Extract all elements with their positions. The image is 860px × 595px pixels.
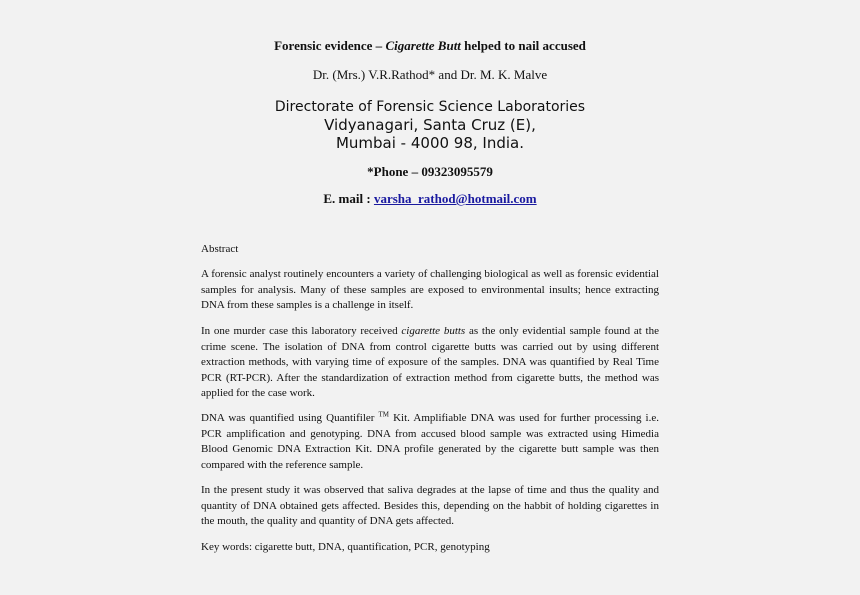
affiliation-line-1: Directorate of Forensic Science Laboratories — [274, 99, 586, 115]
affiliation-line-3: Mumbai - 4000 98, India. — [335, 134, 525, 152]
email-label: E. mail : — [323, 191, 374, 206]
abstract-paragraph-4: In the present study it was observed that saliva degrades at the lapse of time and thus the quality and quantity of DNA obtained gets affected. Besides this, depending on the habbit of holding cigarettes in the mouth, the quality and quantity of DNA gets affected. — [201, 484, 659, 528]
title-italic: Cigarette Butt — [385, 38, 461, 53]
title-suffix: helped to nail accused — [460, 38, 586, 53]
abstract-paragraph-2 — [201, 324, 659, 402]
title-prefix: Forensic evidence – — [274, 38, 386, 53]
email-line — [0, 191, 860, 207]
abstract-heading: Abstract — [201, 243, 239, 255]
paper-title — [0, 38, 860, 54]
affiliation-line-2: Vidyanagari, Santa Cruz (E), — [324, 116, 536, 134]
authors: Dr. (Mrs.) V.R.Rathod* and Dr. M. K. Malve — [312, 67, 548, 82]
p2-text-a: In one murder case this laboratory received — [201, 325, 402, 337]
keywords: Key words: cigarette butt, DNA, quantification, PCR, genotyping — [201, 541, 490, 553]
abstract-paragraph-3 — [201, 411, 659, 473]
trademark-sup: TM — [378, 410, 390, 419]
p2-italic: cigarette butts — [401, 325, 466, 337]
p3-text-a: DNA was quantified using Quantifiler — [201, 412, 379, 424]
phone: *Phone – 09323095579 — [367, 164, 493, 179]
abstract-paragraph-1: A forensic analyst routinely encounters a variety of challenging biological as well as forensic evidential samples for analysis. Many of these samples are exposed to environmental insults; hence extracting DNA from these samples is a challenge in itself. — [201, 268, 659, 312]
affiliation — [0, 99, 860, 152]
p3-text-b: Kit. Amplifiable DNA was used for further processing i.e. PCR amplification and genotyping. DNA from accused blood sample was extracted using Himedia Blood Genomic DNA Extraction Kit. DNA profile generated by the cigarette butt sample was then compared with the reference sample. — [201, 412, 659, 471]
email-link[interactable]: varsha_rathod@hotmail.com — [373, 191, 537, 206]
p2-text-b: as the only evidential sample found at the crime scene. The isolation of DNA from control cigarette butts was carried out by using different extraction methods, with varying time of exposure of the samples. DNA was quantified by Real Time PCR (RT-PCR). After the standardization of extraction method from cigarette butts, the method was applied for the case work. — [201, 325, 659, 400]
